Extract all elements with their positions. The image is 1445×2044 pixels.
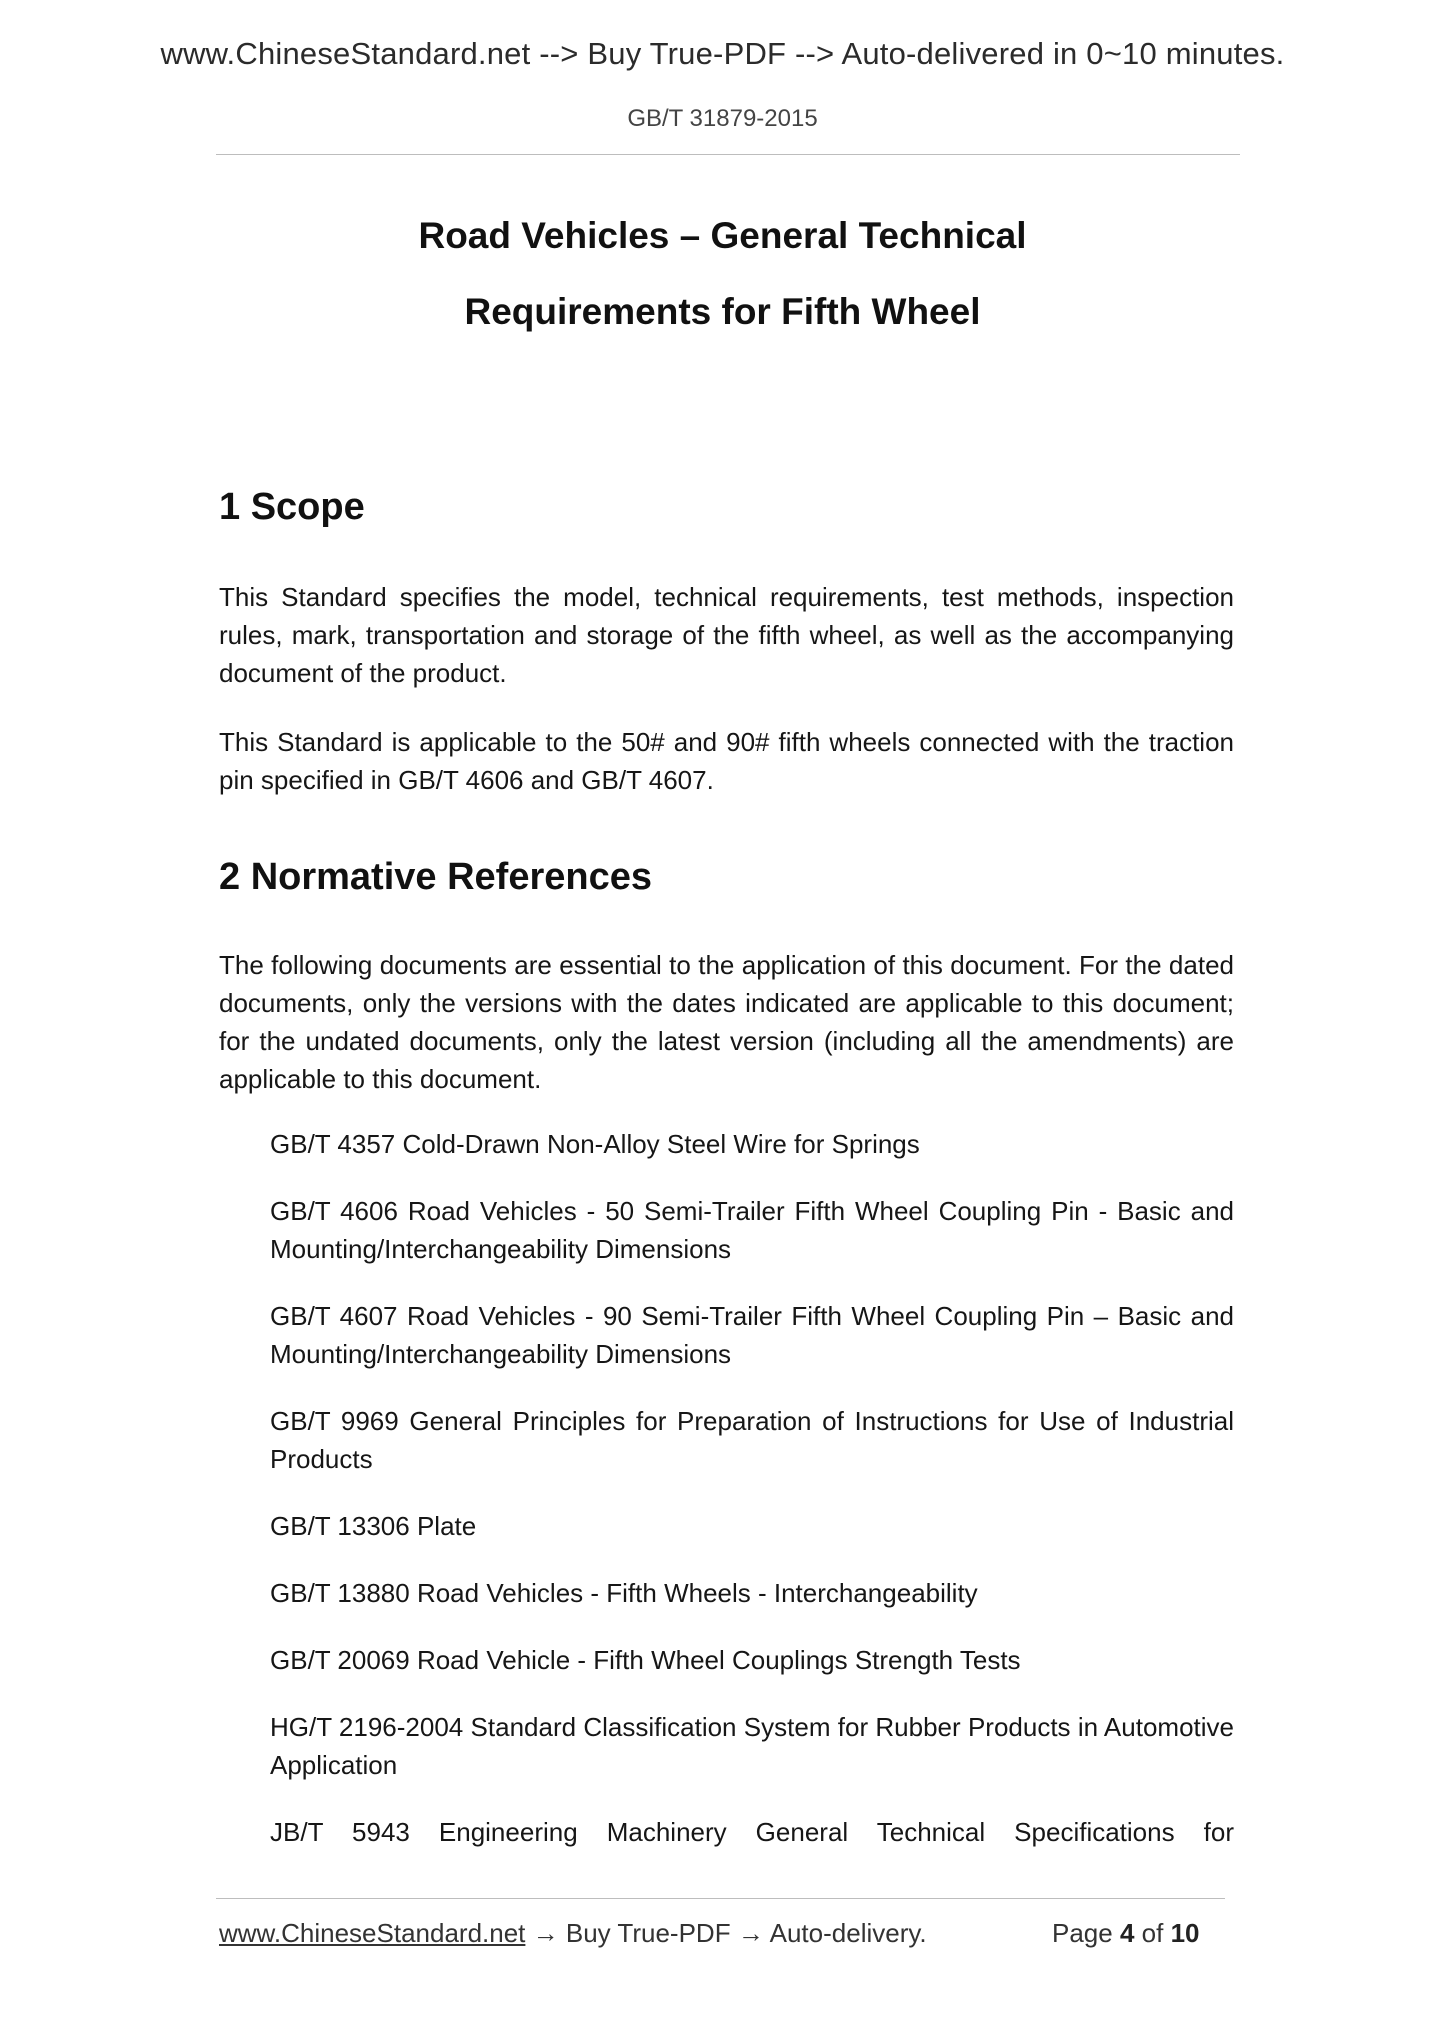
footer-promo bbox=[219, 1918, 927, 1949]
arrow-right-icon: → bbox=[737, 1918, 764, 1948]
footer-buy-text: Buy True-PDF bbox=[565, 1918, 731, 1948]
reference-item: JB/T 5943 Engineering Machinery General Technical Specifications for bbox=[270, 1817, 1234, 1847]
reference-list bbox=[270, 1125, 1234, 1880]
reference-item: HG/T 2196-2004 Standard Classification System for Rubber Products in Automotive Application bbox=[270, 1712, 1234, 1780]
document-title-line-2: Requirements for Fifth Wheel bbox=[464, 291, 981, 332]
section-heading-scope: 1 Scope bbox=[219, 486, 365, 528]
page-indicator bbox=[1052, 1918, 1200, 1949]
page-total: 10 bbox=[1170, 1918, 1200, 1948]
reference-item: GB/T 4606 Road Vehicles - 50 Semi-Trailer Fifth Wheel Coupling Pin - Basic and Mounting/Interchangeability Dimensions bbox=[270, 1196, 1234, 1264]
section-heading-normative-references: 2 Normative References bbox=[219, 856, 652, 898]
reference-item: GB/T 4357 Cold-Drawn Non-Alloy Steel Wire for Springs bbox=[270, 1129, 920, 1159]
scope-paragraph: This Standard specifies the model, technical requirements, test methods, inspection rules, mark, transportation and storage of the fifth wheel, as well as the accompanying document of the product. bbox=[219, 582, 1234, 688]
scope-paragraph: This Standard is applicable to the 50# and 90# fifth wheels connected with the traction pin specified in GB/T 4606 and GB/T 4607. bbox=[219, 727, 1234, 795]
reference-item: GB/T 13306 Plate bbox=[270, 1511, 477, 1541]
document-title-line-1: Road Vehicles – General Technical bbox=[418, 215, 1027, 256]
of-label: of bbox=[1141, 1918, 1164, 1948]
reference-item: GB/T 4607 Road Vehicles - 90 Semi-Trailer Fifth Wheel Coupling Pin – Basic and Mounting/Interchangeability Dimensions bbox=[270, 1301, 1234, 1369]
reference-item: GB/T 13880 Road Vehicles - Fifth Wheels - Interchangeability bbox=[270, 1578, 978, 1608]
footer-site-link[interactable]: www.ChineseStandard.net bbox=[219, 1918, 526, 1948]
arrow-right-icon: → bbox=[532, 1918, 559, 1948]
reference-item: GB/T 20069 Road Vehicle - Fifth Wheel Couplings Strength Tests bbox=[270, 1645, 1021, 1675]
footer-divider bbox=[216, 1898, 1225, 1899]
reference-item: GB/T 9969 General Principles for Preparation of Instructions for Use of Industrial Products bbox=[270, 1406, 1234, 1474]
page-label: Page bbox=[1052, 1918, 1113, 1948]
footer-delivery-text: Auto-delivery. bbox=[769, 1918, 927, 1948]
top-banner: www.ChineseStandard.net --> Buy True-PDF --> Auto-delivered in 0~10 minutes. bbox=[160, 36, 1285, 71]
references-intro-paragraph: The following documents are essential to the application of this document. For the dated documents, only the versions with the dates indicated are applicable to this document; for the undated documents, only the latest version (including all the amendments) are applicable to this document. bbox=[219, 950, 1234, 1094]
standard-number: GB/T 31879-2015 bbox=[627, 105, 818, 132]
header-divider bbox=[216, 154, 1240, 155]
page-current: 4 bbox=[1119, 1918, 1135, 1948]
